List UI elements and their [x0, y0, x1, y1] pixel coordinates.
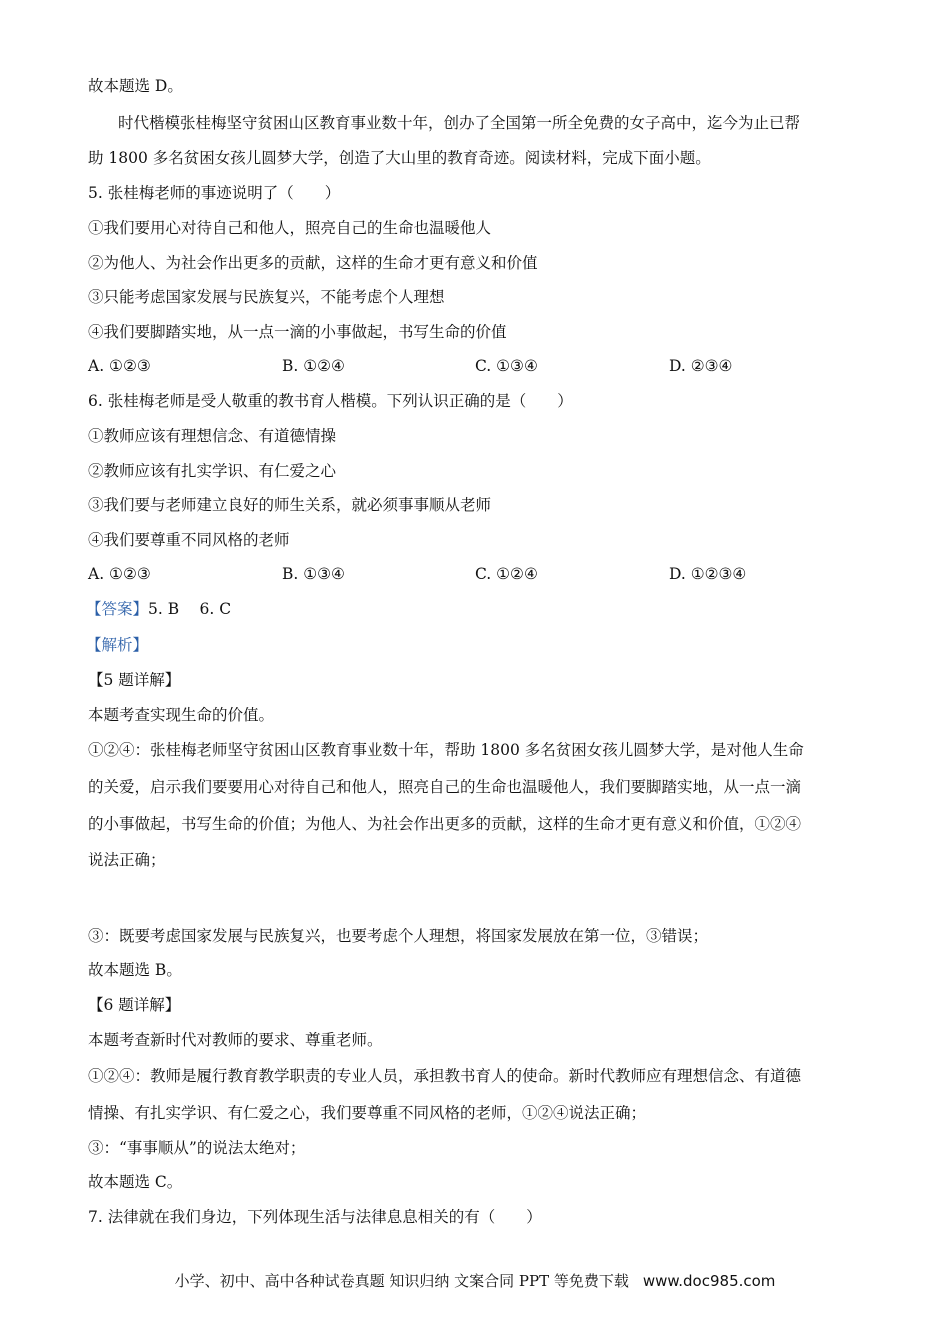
footer-text: 小学、初中、高中各种试卷真题 知识归纳 文案合同 PPT 等免费下载: [174, 1272, 629, 1290]
q4-conclusion: 故本题选 D。: [88, 77, 183, 95]
q5-option-d: D. ②③④: [669, 357, 733, 375]
q6-explanation-line-1: ①②④：教师是履行教育教学职责的专业人员，承担教书育人的使命。新时代教师应有理想信念、有道德: [88, 1067, 802, 1085]
q5-explanation-line-1: ①②④：张桂梅老师坚守贫困山区教育事业数十年，帮助 1800 多名贫困女孩儿圆梦大学，是对他人生命: [88, 741, 804, 759]
q5-statement-4: ④我们要脚踏实地，从一点一滴的小事做起，书写生命的价值: [88, 323, 507, 341]
analysis-label: 【解析】: [86, 636, 149, 654]
q6-statement-4: ④我们要尊重不同风格的老师: [88, 531, 290, 549]
q6-topic: 本题考查新时代对教师的要求、尊重老师。: [88, 1031, 383, 1049]
q5-option-a: A. ①②③: [88, 357, 151, 375]
footer-url[interactable]: www.doc985.com: [642, 1272, 776, 1290]
q5-statement-2: ②为他人、为社会作出更多的贡献，这样的生命才更有意义和价值: [88, 254, 538, 272]
q5-explanation-line-4: 说法正确；: [88, 851, 166, 869]
q5-option-b: B. ①②④: [282, 357, 345, 375]
question-7-stem: 7. 法律就在我们身边，下列体现生活与法律息息相关的有（ ）: [88, 1208, 542, 1226]
q6-statement-2: ②教师应该有扎实学识、有仁爱之心: [88, 462, 337, 480]
q6-option-a: A. ①②③: [88, 565, 151, 583]
q6-detail-heading: 【6 题详解】: [88, 996, 181, 1014]
q6-conclusion: 故本题选 C。: [88, 1173, 183, 1191]
q5-explanation-wrong: ③：既要考虑国家发展与民族复兴，也要考虑个人理想，将国家发展放在第一位，③错误；: [88, 927, 709, 945]
q5-conclusion: 故本题选 B。: [88, 961, 182, 979]
answer-line: [86, 599, 231, 619]
q5-detail-heading: 【5 题详解】: [88, 671, 181, 689]
question-5-stem: 5. 张桂梅老师的事迹说明了（ ）: [88, 184, 341, 202]
q6-explanation-wrong: ③：“事事顺从”的说法太绝对；: [88, 1139, 306, 1157]
q5-statement-1: ①我们要用心对待自己和他人，照亮自己的生命也温暖他人: [88, 219, 492, 237]
q5-option-c: C. ①③④: [475, 357, 538, 375]
q5-topic: 本题考查实现生命的价值。: [88, 706, 275, 724]
q5-explanation-line-3: 的小事做起，书写生命的价值；为他人、为社会作出更多的贡献，这样的生命才更有意义和价值，①②④: [88, 815, 802, 833]
q6-statement-1: ①教师应该有理想信念、有道德情操: [88, 427, 337, 445]
material-paragraph-line-1: 时代楷模张桂梅坚守贫困山区教育事业数十年，创办了全国第一所全免费的女子高中，迄今为止已帮: [118, 114, 801, 132]
q6-option-c: C. ①②④: [475, 565, 538, 583]
question-6-stem: 6. 张桂梅老师是受人敬重的教书育人楷模。下列认识正确的是（ ）: [88, 392, 573, 410]
q6-explanation-line-2: 情操、有扎实学识、有仁爱之心，我们要尊重不同风格的老师，①②④说法正确；: [88, 1104, 647, 1122]
q6-option-b: B. ①③④: [282, 565, 345, 583]
material-paragraph-line-2: 助 1800 多名贫困女孩儿圆梦大学，创造了大山里的教育奇迹。阅读材料，完成下面小题。: [88, 149, 711, 167]
q5-statement-3: ③只能考虑国家发展与民族复兴，不能考虑个人理想: [88, 288, 445, 306]
answer-value: 5. B 6. C: [148, 600, 232, 618]
q5-explanation-line-2: 的关爱，启示我们要要用心对待自己和他人，照亮自己的生命也温暖他人，我们要脚踏实地，从一点一滴: [88, 778, 802, 796]
answer-label: 【答案】: [86, 600, 149, 618]
page-footer: [0, 1270, 950, 1291]
q6-statement-3: ③我们要与老师建立良好的师生关系，就必须事事顺从老师: [88, 496, 492, 514]
q6-option-d: D. ①②③④: [669, 565, 747, 583]
